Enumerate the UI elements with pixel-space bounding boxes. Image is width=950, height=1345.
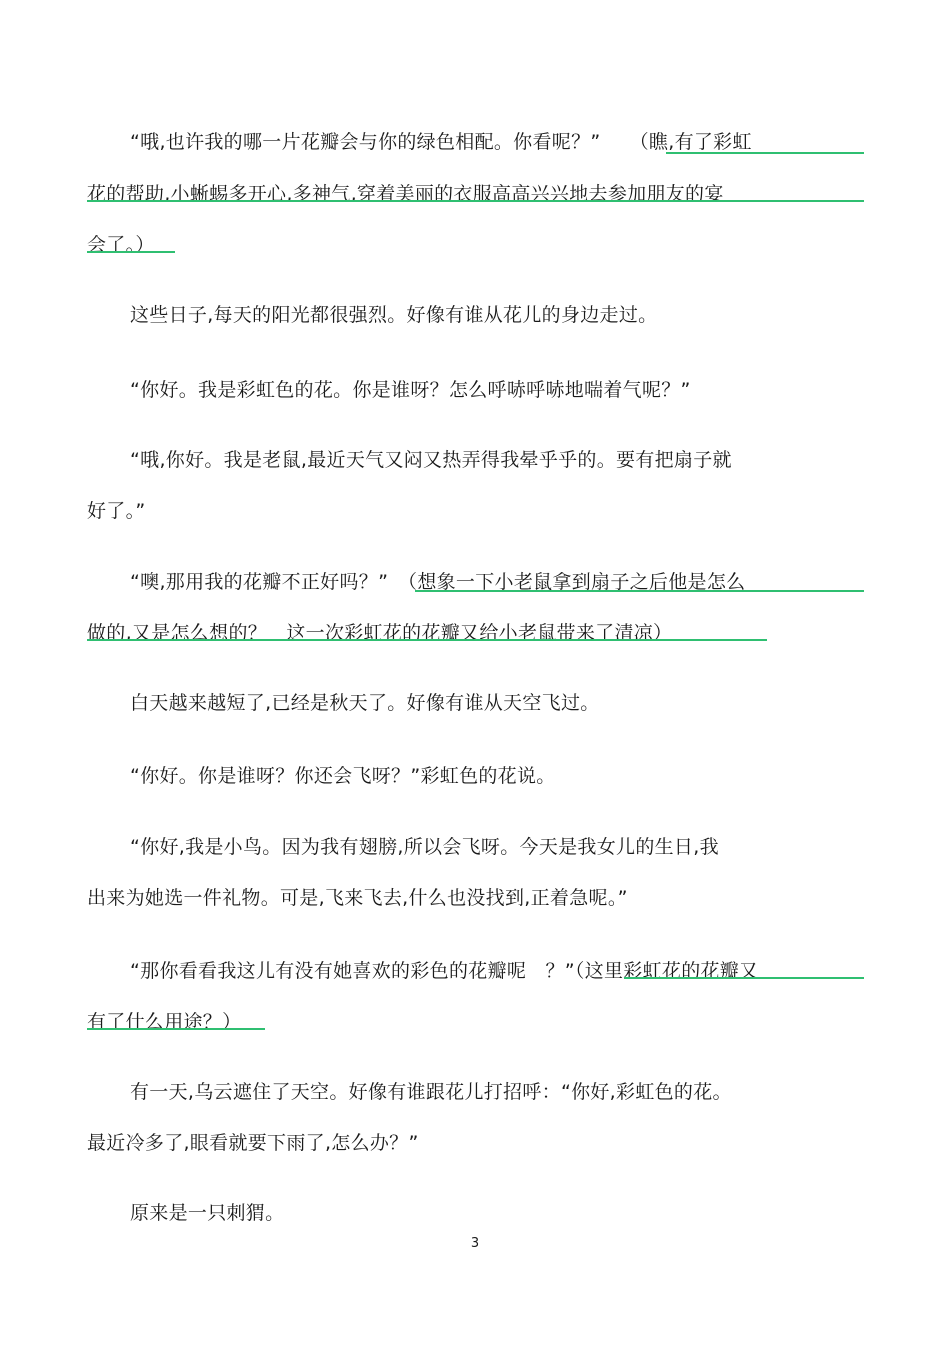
text-line-14: “那你看看我这儿有没有她喜欢的彩色的花瓣呢 ？”（这里彩虹花的花瓣又 (130, 960, 759, 982)
page-number: 3 (470, 1236, 480, 1251)
text-line-17: 最近冷多了,眼看就要下雨了,怎么办？” (87, 1132, 419, 1154)
text-line-1: “哦,也许我的哪一片花瓣会与你的绿色相配。你看呢？” （瞧,有了彩虹 (130, 131, 752, 153)
annotation-underline (666, 152, 864, 154)
text-line-3: 会了。） (87, 234, 155, 256)
annotation-underline (87, 639, 767, 641)
text-line-9: 做的,又是怎么想的？ 这一次彩虹花的花瓣又给小老鼠带来了清凉） (87, 622, 673, 644)
text-line-7: 好了。” (87, 500, 146, 522)
text-line-5: “你好。我是彩虹色的花。你是谁呀？怎么呼哧呼哧地喘着气呢？” (130, 379, 691, 401)
annotation-underline (87, 200, 864, 202)
text-line-13: 出来为她选一件礼物。可是,飞来飞去,什么也没找到,正着急呢。” (87, 887, 628, 909)
text-line-15: 有了什么用途？） (87, 1011, 242, 1033)
text-line-18: 原来是一只刺猬。 (130, 1202, 285, 1224)
text-line-6: “哦,你好。我是老鼠,最近天气又闷又热弄得我晕乎乎的。要有把扇子就 (130, 449, 732, 471)
text-line-8: “噢,那用我的花瓣不正好吗？” （想象一下小老鼠拿到扇子之后他是怎么 (130, 571, 746, 593)
annotation-underline (415, 590, 864, 592)
annotation-underline (624, 977, 864, 979)
text-line-4: 这些日子,每天的阳光都很强烈。好像有谁从花儿的身边走过。 (130, 304, 658, 326)
annotation-underline (87, 1028, 265, 1030)
text-line-16: 有一天,乌云遮住了天空。好像有谁跟花儿打招呼：“你好,彩虹色的花。 (130, 1081, 732, 1103)
text-line-10: 白天越来越短了,已经是秋天了。好像有谁从天空飞过。 (130, 692, 600, 714)
text-line-2: 花的帮助,小蜥蜴多开心,多神气,穿着美丽的衣服高高兴兴地去参加朋友的宴 (87, 183, 724, 205)
annotation-underline (87, 251, 175, 253)
text-line-12: “你好,我是小鸟。因为我有翅膀,所以会飞呀。今天是我女儿的生日,我 (130, 836, 719, 858)
text-line-11: “你好。你是谁呀？你还会飞呀？”彩虹色的花说。 (130, 765, 556, 787)
